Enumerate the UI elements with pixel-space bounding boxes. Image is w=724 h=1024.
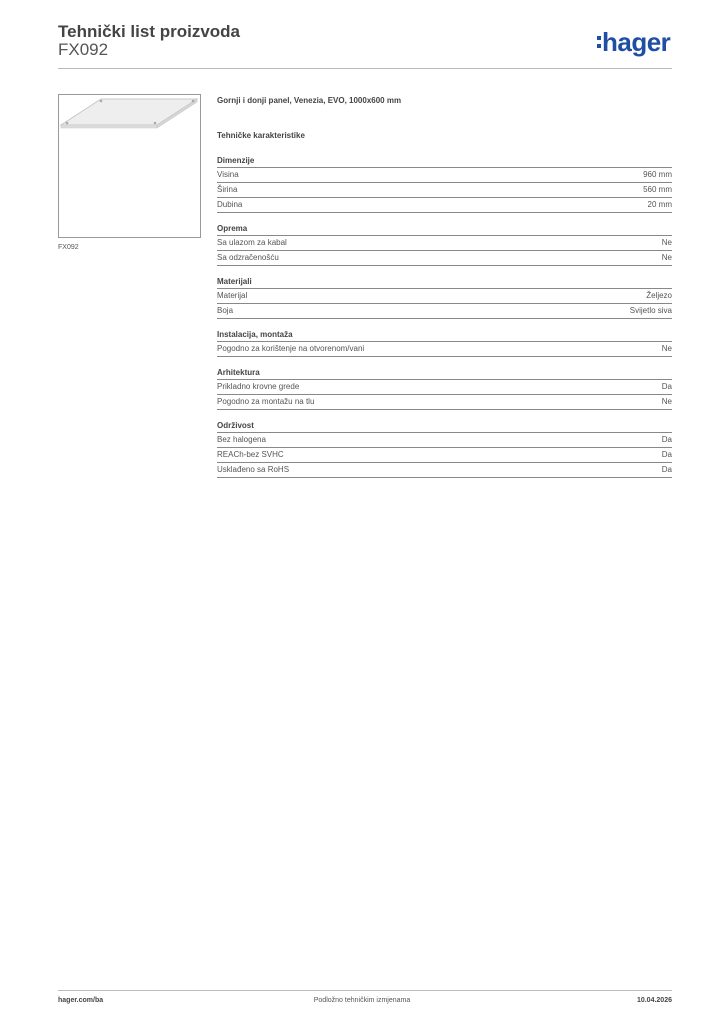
spec-label: Širina	[217, 185, 238, 194]
spec-row	[217, 289, 672, 304]
logo-colon-icon	[597, 29, 601, 48]
spec-row	[217, 463, 672, 478]
spec-label: Visina	[217, 170, 239, 179]
spec-value: Da	[661, 450, 672, 459]
spec-section	[217, 154, 672, 213]
spec-section	[217, 222, 672, 266]
header-divider	[58, 68, 672, 69]
spec-sections	[217, 154, 672, 478]
spec-value: 960 mm	[643, 170, 672, 179]
footer-divider	[58, 990, 672, 991]
section-title: Materijali	[217, 275, 672, 289]
spec-value: Svijetlo siva	[629, 306, 672, 315]
image-caption: FX092	[58, 244, 79, 251]
spec-label: REACh-bez SVHC	[217, 450, 284, 459]
spec-row	[217, 304, 672, 319]
spec-value: 20 mm	[647, 200, 672, 209]
spec-value: Ne	[661, 253, 672, 262]
spec-row	[217, 198, 672, 213]
spec-value: Željezo	[646, 291, 672, 300]
spec-label: Usklađeno sa RoHS	[217, 465, 290, 474]
spec-value: Ne	[661, 238, 672, 247]
spec-label: Bez halogena	[217, 435, 266, 444]
product-name: Gornji i donji panel, Venezia, EVO, 1000x600 mm	[217, 96, 402, 105]
spec-label: Pogodno za korištenje na otvorenom/vani	[217, 344, 365, 353]
spec-row	[217, 433, 672, 448]
spec-value: 560 mm	[643, 185, 672, 194]
tech-characteristics-heading: Tehničke karakteristike	[217, 131, 305, 140]
spec-section	[217, 328, 672, 357]
spec-label: Boja	[217, 306, 234, 315]
spec-label: Materijal	[217, 291, 248, 300]
spec-value: Ne	[661, 344, 672, 353]
footer-website[interactable]: hager.com/ba	[58, 997, 104, 1004]
spec-label: Prikladno krovne grede	[217, 382, 300, 391]
product-code: FX092	[58, 40, 109, 59]
spec-section	[217, 275, 672, 319]
section-title: Održivost	[217, 419, 672, 433]
spec-value: Ne	[661, 397, 672, 406]
spec-row	[217, 183, 672, 198]
spec-section	[217, 366, 672, 410]
spec-row	[217, 380, 672, 395]
product-image	[58, 94, 201, 238]
panel-illustration-icon	[59, 95, 200, 237]
footer-note: Podložno tehničkim izmjenama	[313, 997, 411, 1004]
section-title: Instalacija, montaža	[217, 328, 672, 342]
footer-date: 10.04.2026	[636, 997, 672, 1004]
spec-value: Da	[661, 382, 672, 391]
spec-row	[217, 342, 672, 357]
spec-label: Sa ulazom za kabal	[217, 238, 287, 247]
hager-logo[interactable]	[597, 29, 670, 55]
section-title: Arhitektura	[217, 366, 672, 380]
section-title: Dimenzije	[217, 154, 672, 168]
spec-label: Sa odzračenošću	[217, 253, 279, 262]
spec-value: Da	[661, 465, 672, 474]
spec-label: Dubina	[217, 200, 243, 209]
section-title: Oprema	[217, 222, 672, 236]
spec-value: Da	[661, 435, 672, 444]
spec-row	[217, 236, 672, 251]
spec-row	[217, 251, 672, 266]
document-title: Tehnički list proizvoda	[58, 22, 240, 41]
spec-content	[217, 96, 672, 478]
spec-row	[217, 448, 672, 463]
spec-section	[217, 419, 672, 478]
spec-row	[217, 395, 672, 410]
logo-text: hager	[602, 27, 671, 57]
spec-row	[217, 168, 672, 183]
spec-label: Pogodno za montažu na tlu	[217, 397, 315, 406]
